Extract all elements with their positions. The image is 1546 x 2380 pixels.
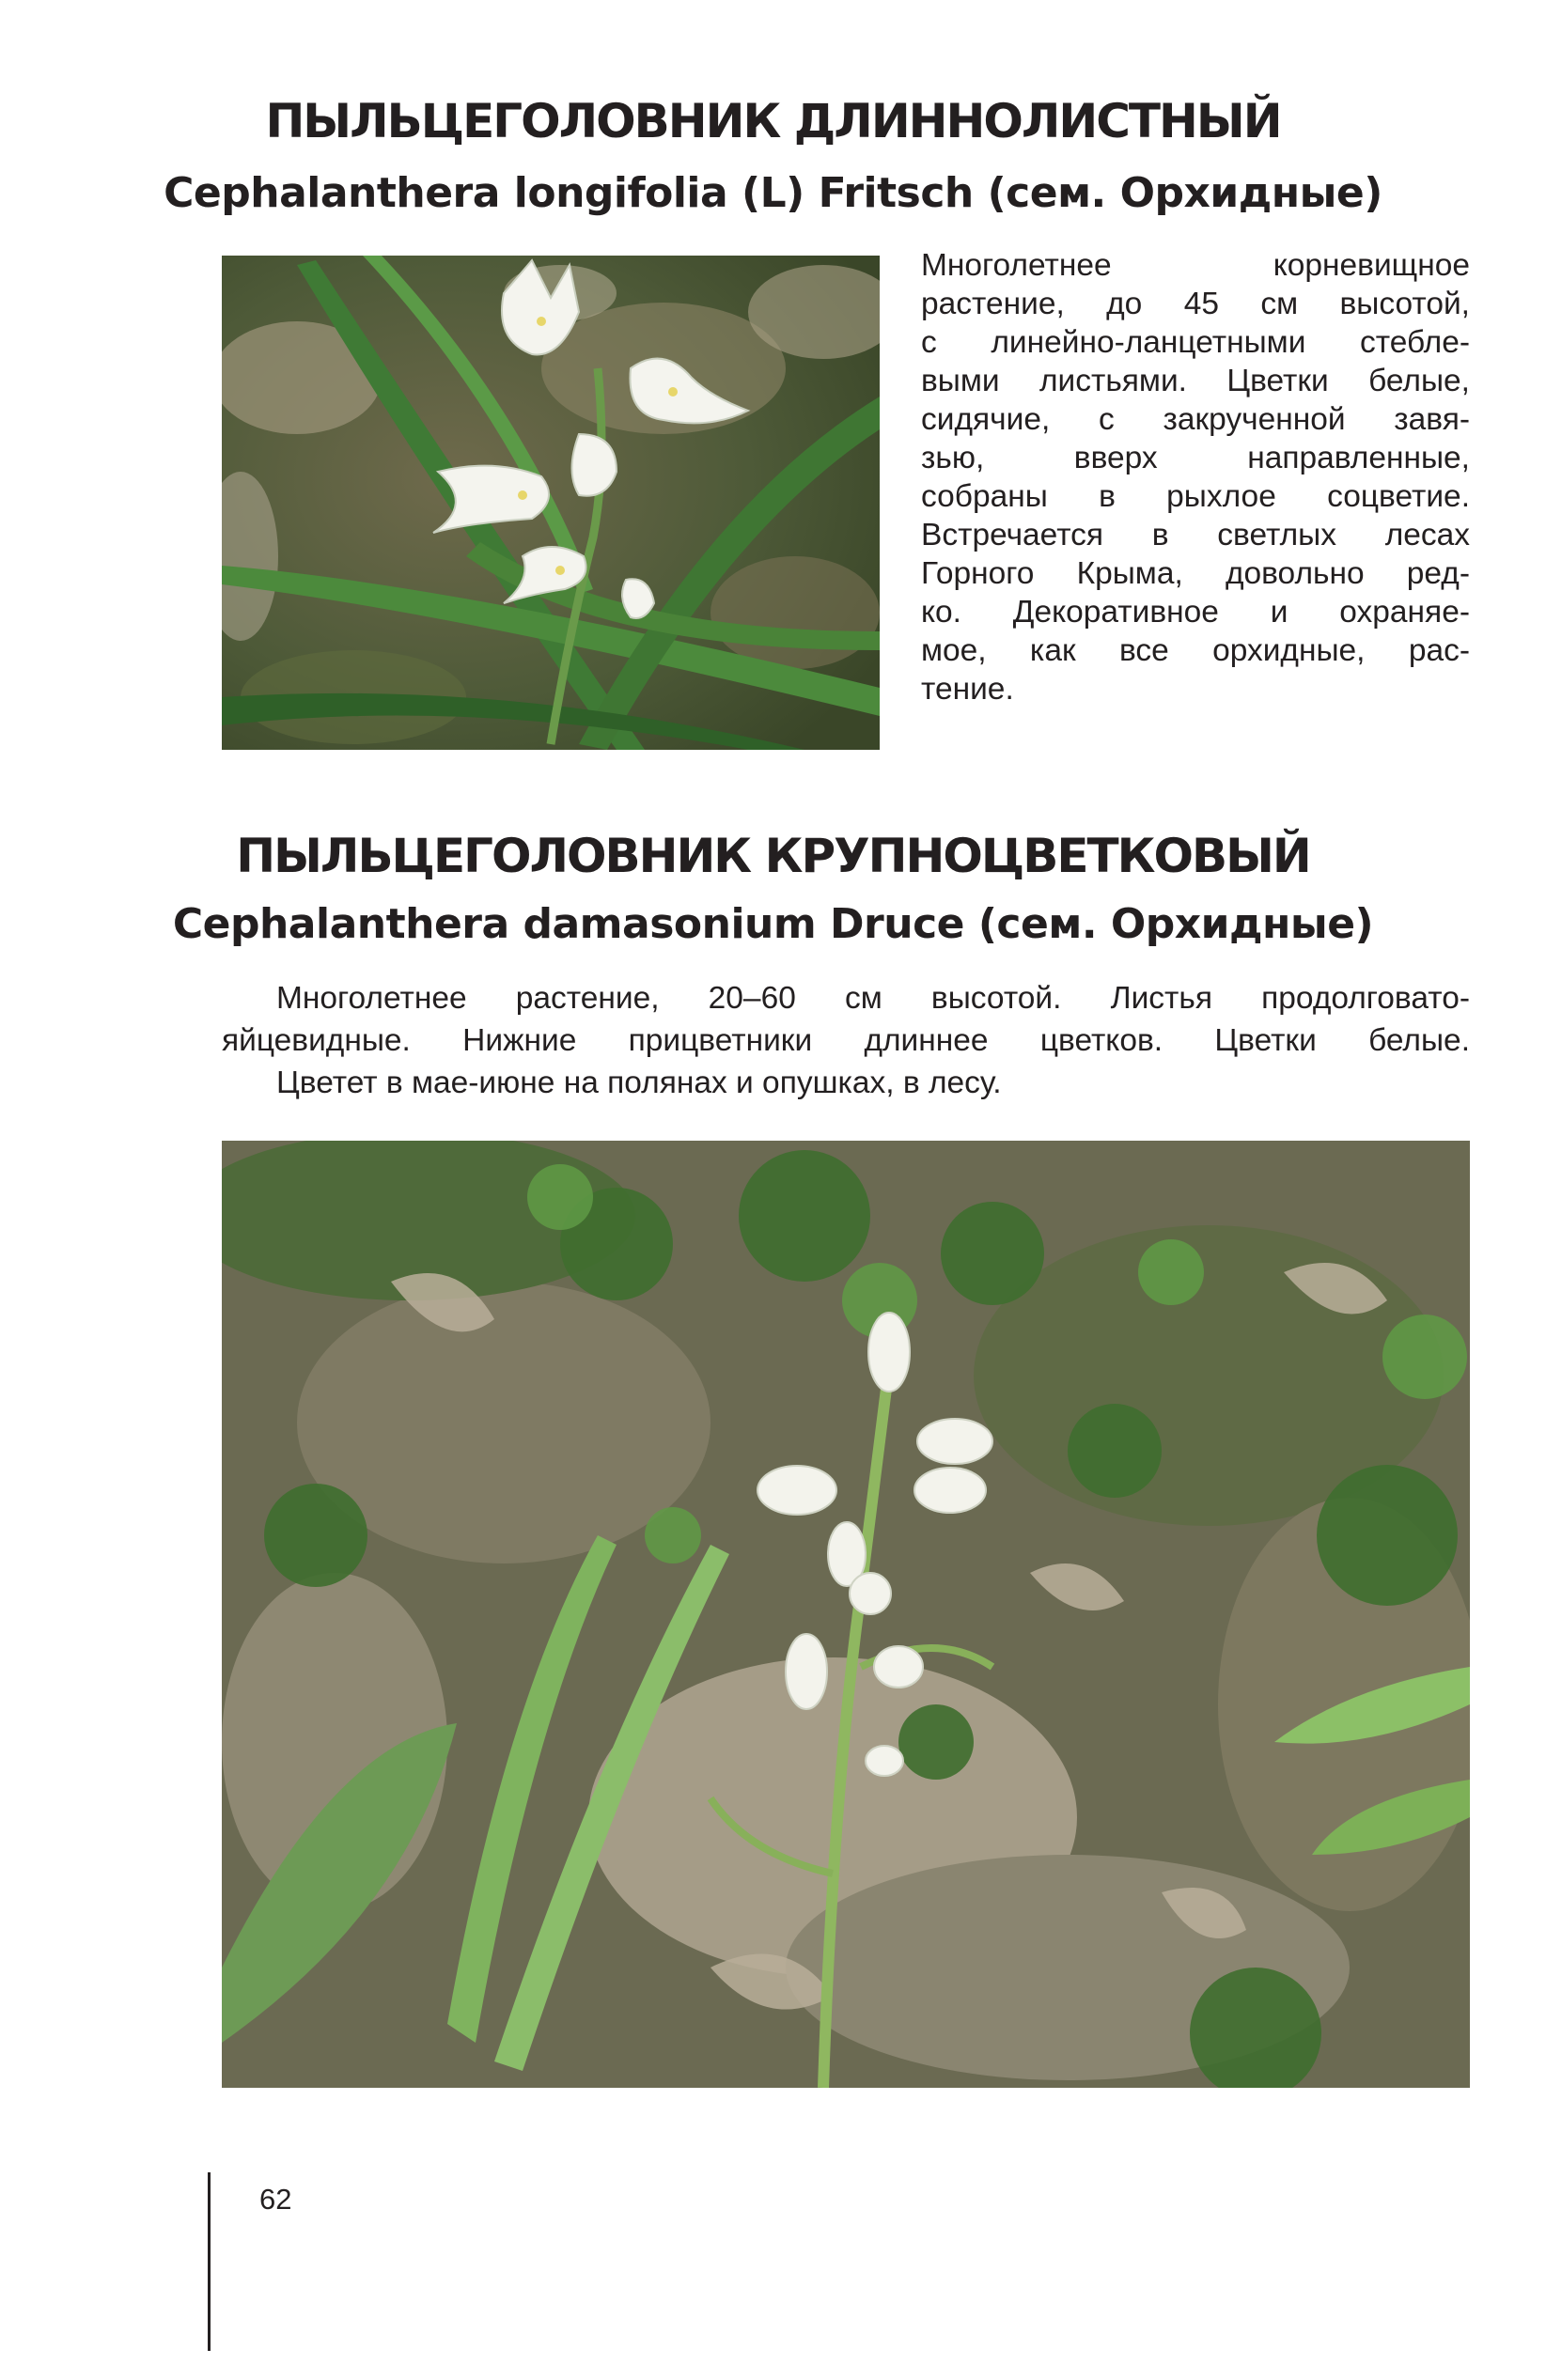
desc-line: выми листьями. Цветки белые, (921, 364, 1470, 398)
section2-photo (222, 1141, 1470, 2088)
desc-line: сидячие, с закрученной завя- (921, 402, 1470, 437)
desc-line: Горного Крыма, довольно ред- (921, 556, 1470, 591)
section2-subtitle: Cephalanthera damasonium Druce (сем. Орхидные) (172, 900, 1374, 948)
section2-description (222, 977, 1470, 1104)
desc-line: растение, до 45 см высотой, (921, 287, 1470, 321)
desc-line: Встречается в светлых лесах (921, 518, 1470, 552)
desc-line: ко. Декоративное и охраняе- (921, 595, 1470, 630)
desc-line: тение. (921, 672, 1014, 707)
page-number: 62 (259, 2183, 292, 2216)
desc-line: с линейно-ланцетными стебле- (921, 325, 1470, 360)
desc-line: мое, как все орхидные, рас- (921, 633, 1470, 668)
desc-line: Многолетнее корневищное (921, 248, 1470, 283)
section1-photo (222, 256, 880, 750)
page-rule (208, 2172, 211, 2351)
section1-title: ПЫЛЬЦЕГОЛОВНИК ДЛИННОЛИСТНЫЙ (265, 94, 1281, 148)
section1-subtitle: Cephalanthera longifolia (L) Fritsch (сем. Орхидные) (164, 169, 1382, 217)
desc-line: Многолетнее растение, 20–60 см высотой. Листья продолговато- (276, 981, 1470, 1016)
desc-line: яйцевидные. Нижние прицветники длиннее цветков. Цветки белые. (222, 1023, 1470, 1058)
desc-line: Цветет в мае-июне на полянах и опушках, в лесу. (276, 1066, 1002, 1100)
section1-description (921, 246, 1470, 708)
section2-title: ПЫЛЬЦЕГОЛОВНИК КРУПНОЦВЕТКОВЫЙ (236, 829, 1310, 883)
desc-line: зью, вверх направленные, (921, 441, 1470, 475)
desc-line: собраны в рыхлое соцветие. (921, 479, 1470, 514)
